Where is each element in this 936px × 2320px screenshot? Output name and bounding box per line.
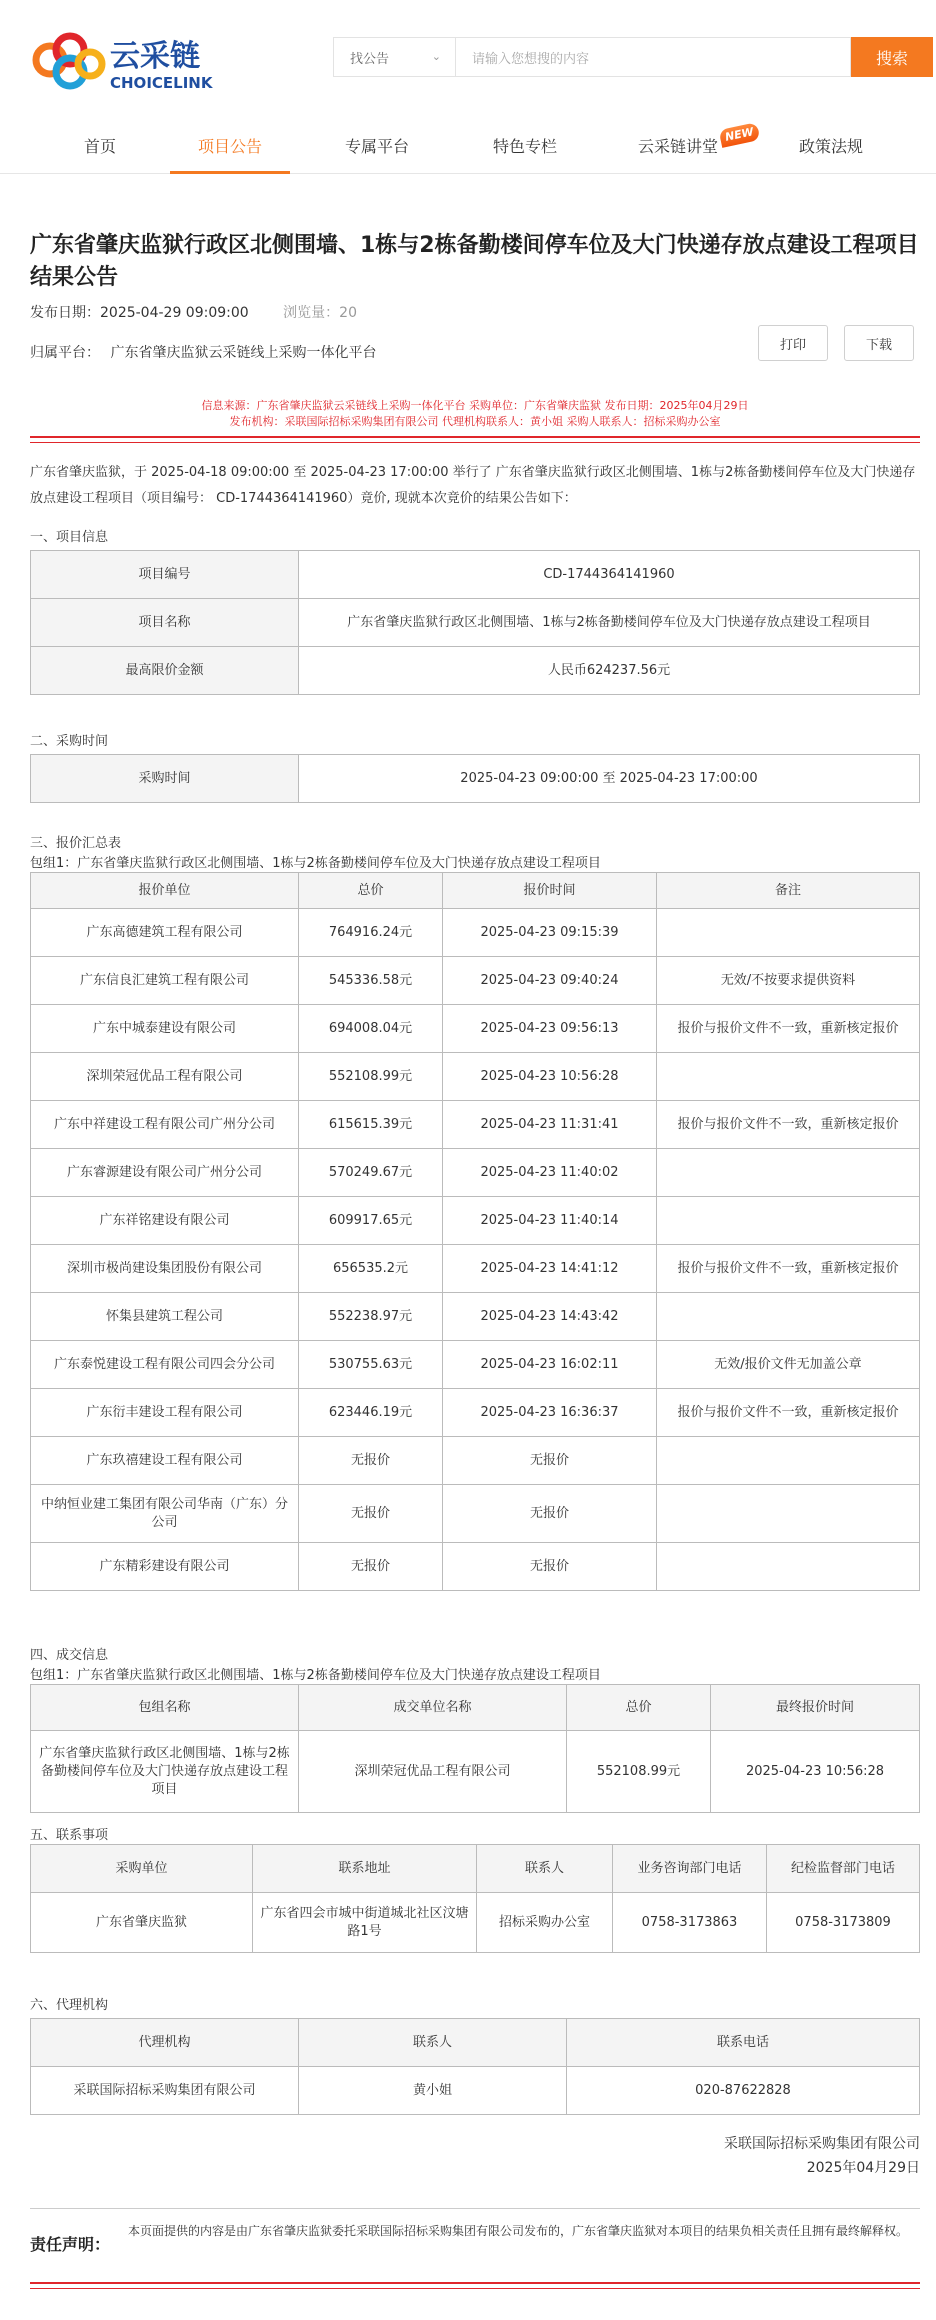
table-cell: 深圳荣冠优品工程有限公司 (31, 1053, 299, 1101)
table-cell: 2025-04-23 14:43:42 (443, 1293, 657, 1341)
table-row (31, 957, 920, 1005)
table-row (31, 1731, 920, 1813)
table-cell: 报价与报价文件不一致，重新核定报价 (657, 1005, 920, 1053)
red-divider (30, 436, 920, 438)
table-cell: 广东中城泰建设有限公司 (31, 1005, 299, 1053)
table-cell: 广东省肇庆监狱行政区北侧围墙、1栋与2栋备勤楼间停车位及大门快递存放点建设工程项目 (299, 599, 920, 647)
platform-label: 归属平台： (30, 345, 100, 361)
table-cell: 545336.58元 (299, 957, 443, 1005)
table-cell: 2025-04-23 11:40:14 (443, 1197, 657, 1245)
page-title: 广东省肇庆监狱行政区北侧围墙、1栋与2栋备勤楼间停车位及大门快递存放点建设工程项目结果公告 (30, 233, 919, 290)
table-cell: 广东祥铭建设有限公司 (31, 1197, 299, 1245)
table-cell: 615615.39元 (299, 1101, 443, 1149)
table-row (31, 1005, 920, 1053)
table-row (31, 1149, 920, 1197)
table-cell (657, 1485, 920, 1543)
deal-group-label: 包组1：广东省肇庆监狱行政区北侧围墙、1栋与2栋备勤楼间停车位及大门快递存放点建设工程项目 (30, 1668, 601, 1683)
table-cell: 2025-04-23 11:40:02 (443, 1149, 657, 1197)
site-header (0, 0, 936, 156)
column-header: 总价 (567, 1685, 711, 1731)
divider (30, 2208, 920, 2209)
column-header: 联系人 (477, 1845, 613, 1893)
table-cell: 552108.99元 (567, 1731, 711, 1813)
table-cell: 570249.67元 (299, 1149, 443, 1197)
column-header: 业务咨询部门电话 (613, 1845, 767, 1893)
red-divider-thin (30, 442, 920, 443)
search-type-select[interactable] (333, 37, 455, 77)
table-row (31, 1437, 920, 1485)
notice-content (30, 230, 920, 2254)
table-cell: 694008.04元 (299, 1005, 443, 1053)
column-header: 代理机构 (31, 2019, 299, 2067)
table-row (31, 647, 920, 695)
search-placeholder: 请输入您想搜的内容 (472, 51, 590, 67)
table-cell: 609917.65元 (299, 1197, 443, 1245)
table-cell: 人民币624237.56元 (299, 647, 920, 695)
table-row (31, 1389, 920, 1437)
views-label: 浏览量： (283, 305, 340, 321)
publish-meta (30, 302, 920, 324)
nav-item-featured-column[interactable]: 特色专栏 (492, 137, 557, 156)
table-row (31, 1245, 920, 1293)
table-cell: 深圳荣冠优品工程有限公司 (299, 1731, 567, 1813)
table-cell: CD-1744364141960 (299, 551, 920, 599)
table-cell: 报价与报价文件不一致，重新核定报价 (657, 1389, 920, 1437)
table-row (31, 1543, 920, 1591)
table-row (31, 755, 920, 803)
column-header: 包组名称 (31, 1685, 299, 1731)
svg-text:云采链: 云采链 (110, 39, 200, 74)
table-cell (657, 1437, 920, 1485)
table-cell: 无报价 (299, 1485, 443, 1543)
table-cell (657, 1197, 920, 1245)
publish-date-label: 发布日期： (30, 305, 100, 321)
table-cell: 广东信良汇建筑工程有限公司 (31, 957, 299, 1005)
table-cell: 2025-04-23 10:56:28 (443, 1053, 657, 1101)
table-header-row (31, 2019, 920, 2067)
nav-item-policies[interactable]: 政策法规 (798, 137, 863, 156)
table-row (31, 1197, 920, 1245)
column-header: 纪检监督部门电话 (767, 1845, 920, 1893)
table-cell: 无报价 (299, 1543, 443, 1591)
table-cell: 623446.19元 (299, 1389, 443, 1437)
contact-table-wrap (30, 1844, 920, 1953)
signature-date: 2025年04月29日 (806, 2160, 920, 2176)
table-cell: 无效/不按要求提供资料 (657, 957, 920, 1005)
red-divider-bottom (30, 2282, 920, 2284)
table-cell: 项目编号 (31, 551, 299, 599)
table-cell: 2025-04-23 16:02:11 (443, 1341, 657, 1389)
table-row (31, 1101, 920, 1149)
table-row (31, 1893, 920, 1953)
platform-name: 广东省肇庆监狱云采链线上采购一体化平台 (110, 345, 377, 361)
table-cell: 无报价 (443, 1437, 657, 1485)
table-cell: 广东精彩建设有限公司 (31, 1543, 299, 1591)
section-deal-heading: 四、成交信息 (30, 1648, 109, 1663)
nav-item-lecture-label: 云采链讲堂 (637, 137, 718, 156)
contact-table (30, 1844, 920, 1953)
table-header-row (31, 1685, 920, 1731)
search-type-value: 找公告 (350, 51, 390, 67)
column-header: 最终报价时间 (711, 1685, 920, 1731)
quotes-table (30, 872, 920, 1591)
table-cell (657, 909, 920, 957)
source-line-2: 发布机构：采联国际招标采购集团有限公司 代理机构联系人：黄小姐 采购人联系人：招标采购办公室 (229, 415, 721, 428)
quotes-group-label: 包组1：广东省肇庆监狱行政区北侧围墙、1栋与2栋备勤楼间停车位及大门快递存放点建设工程项目 (30, 856, 601, 871)
table-row (31, 1485, 920, 1543)
table-cell: 无报价 (299, 1437, 443, 1485)
table-cell: 采购时间 (31, 755, 299, 803)
table-cell: 656535.2元 (299, 1245, 443, 1293)
table-cell: 2025-04-23 09:40:24 (443, 957, 657, 1005)
agency-table (30, 2018, 920, 2115)
column-header: 联系人 (299, 2019, 567, 2067)
table-cell: 0758-3173809 (767, 1893, 920, 1953)
table-cell (657, 1543, 920, 1591)
print-button[interactable]: 打印 (758, 325, 828, 361)
download-button[interactable]: 下载 (844, 325, 914, 361)
column-header: 报价单位 (31, 873, 299, 909)
svg-text:CHOICELINK: CHOICELINK (110, 74, 213, 92)
table-cell (657, 1053, 920, 1101)
disclaimer-label: 责任声明： (30, 2235, 111, 2254)
search-bar (333, 37, 933, 77)
table-cell: 0758-3173863 (613, 1893, 767, 1953)
search-input[interactable] (455, 37, 851, 77)
table-cell: 广东睿源建设有限公司广州分公司 (31, 1149, 299, 1197)
column-header: 联系地址 (253, 1845, 477, 1893)
nav-item-lecture-hall[interactable] (618, 120, 755, 174)
search-button[interactable]: 搜索 (851, 37, 933, 77)
table-cell (657, 1293, 920, 1341)
project-info-table (30, 550, 920, 695)
table-cell: 764916.24元 (299, 909, 443, 957)
table-cell: 中纳恒业建工集团有限公司华南（广东）分公司 (31, 1485, 299, 1543)
table-cell: 2025-04-23 09:15:39 (443, 909, 657, 957)
red-divider-bottom-thin (30, 2288, 920, 2289)
signature-org: 采联国际招标采购集团有限公司 (724, 2136, 920, 2152)
table-cell: 报价与报价文件不一致，重新核定报价 (657, 1245, 920, 1293)
nav-item-exclusive-platform[interactable]: 专属平台 (344, 137, 409, 156)
table-cell: 广东省四会市城中街道城北社区汶塘路1号 (253, 1893, 477, 1953)
table-row (31, 551, 920, 599)
new-badge: NEW (719, 122, 761, 148)
table-cell: 怀集县建筑工程公司 (31, 1293, 299, 1341)
choicelink-logo[interactable] (28, 28, 268, 98)
table-cell: 2025-04-23 10:56:28 (711, 1731, 920, 1813)
section-contact-heading: 五、联系事项 (30, 1828, 109, 1843)
signature-block (724, 2132, 920, 2180)
table-cell: 552238.97元 (299, 1293, 443, 1341)
table-cell: 2025-04-23 16:36:37 (443, 1389, 657, 1437)
nav-item-home[interactable]: 首页 (83, 137, 116, 156)
intro-text: 广东省肇庆监狱，于 2025-04-18 09:00:00 至 2025-04-23 17:00:00 举行了 广东省肇庆监狱行政区北侧围墙、1栋与2栋备勤楼间停车位及大门快递存放点建设工程项目（项目编号： CD-1744364141960）竟价, 现就本次竟价的结果公告如下： (30, 465, 916, 506)
table-cell: 广东省肇庆监狱行政区北侧围墙、1栋与2栋备勤楼间停车位及大门快递存放点建设工程项目 (31, 1731, 299, 1813)
table-cell: 无效/报价文件无加盖公章 (657, 1341, 920, 1389)
section-agency-heading: 六、代理机构 (30, 1998, 109, 2013)
table-cell: 招标采购办公室 (477, 1893, 613, 1953)
table-cell: 552108.99元 (299, 1053, 443, 1101)
table-cell: 2025-04-23 09:00:00 至 2025-04-23 17:00:00 (299, 755, 920, 803)
table-cell: 广东高德建筑工程有限公司 (31, 909, 299, 957)
table-row (31, 1053, 920, 1101)
table-cell: 项目名称 (31, 599, 299, 647)
section-project-info-heading: 一、项目信息 (30, 530, 109, 545)
column-header: 备注 (657, 873, 920, 909)
disclaimer (30, 2220, 920, 2270)
table-row (31, 909, 920, 957)
table-cell: 黄小姐 (299, 2067, 567, 2115)
table-cell: 报价与报价文件不一致，重新核定报价 (657, 1101, 920, 1149)
table-cell: 无报价 (443, 1485, 657, 1543)
table-cell: 无报价 (443, 1543, 657, 1591)
purchase-time-table (30, 754, 920, 803)
column-header: 报价时间 (443, 873, 657, 909)
nav-item-project-notices[interactable]: 项目公告 (170, 120, 290, 174)
table-header-row (31, 1845, 920, 1893)
table-cell: 广东省肇庆监狱 (31, 1893, 253, 1953)
publish-date: 2025-04-29 09:09:00 (100, 305, 249, 321)
section-purchase-time-heading: 二、采购时间 (30, 734, 109, 749)
table-row (31, 2067, 920, 2115)
table-cell: 2025-04-23 11:31:41 (443, 1101, 657, 1149)
table-cell: 广东泰悦建设工程有限公司四会分公司 (31, 1341, 299, 1389)
chevron-down-icon: ⌄ (431, 50, 441, 63)
disclaimer-text: 本页面提供的内容是由广东省肇庆监狱委托采联国际招标采购集团有限公司发布的，广东省肇庆监狱对本项目的结果负相关责任且拥有最终解释权。 (128, 2224, 909, 2238)
main-nav (0, 120, 936, 174)
table-cell: 采联国际招标采购集团有限公司 (31, 2067, 299, 2115)
table-cell: 020-87622828 (567, 2067, 920, 2115)
column-header: 采购单位 (31, 1845, 253, 1893)
table-row (31, 599, 920, 647)
table-row (31, 1293, 920, 1341)
deal-table (30, 1684, 920, 1813)
views-count: 20 (339, 305, 357, 321)
table-cell: 广东中祥建设工程有限公司广州分公司 (31, 1101, 299, 1149)
column-header: 成交单位名称 (299, 1685, 567, 1731)
source-line-1: 信息来源：广东省肇庆监狱云采链线上采购一体化平台 采购单位：广东省肇庆监狱 发布日期：2025年04月29日 (201, 399, 749, 412)
column-header: 总价 (299, 873, 443, 909)
table-cell: 广东衍丰建设工程有限公司 (31, 1389, 299, 1437)
section-quotes-heading: 三、报价汇总表 (30, 836, 122, 851)
table-row (31, 1341, 920, 1389)
table-cell: 2025-04-23 09:56:13 (443, 1005, 657, 1053)
table-cell: 广东玖禧建设工程有限公司 (31, 1437, 299, 1485)
table-cell: 2025-04-23 14:41:12 (443, 1245, 657, 1293)
table-cell: 深圳市极尚建设集团股份有限公司 (31, 1245, 299, 1293)
column-header: 联系电话 (567, 2019, 920, 2067)
table-cell: 最高限价金额 (31, 647, 299, 695)
table-cell (657, 1149, 920, 1197)
table-header-row (31, 873, 920, 909)
table-cell: 530755.63元 (299, 1341, 443, 1389)
